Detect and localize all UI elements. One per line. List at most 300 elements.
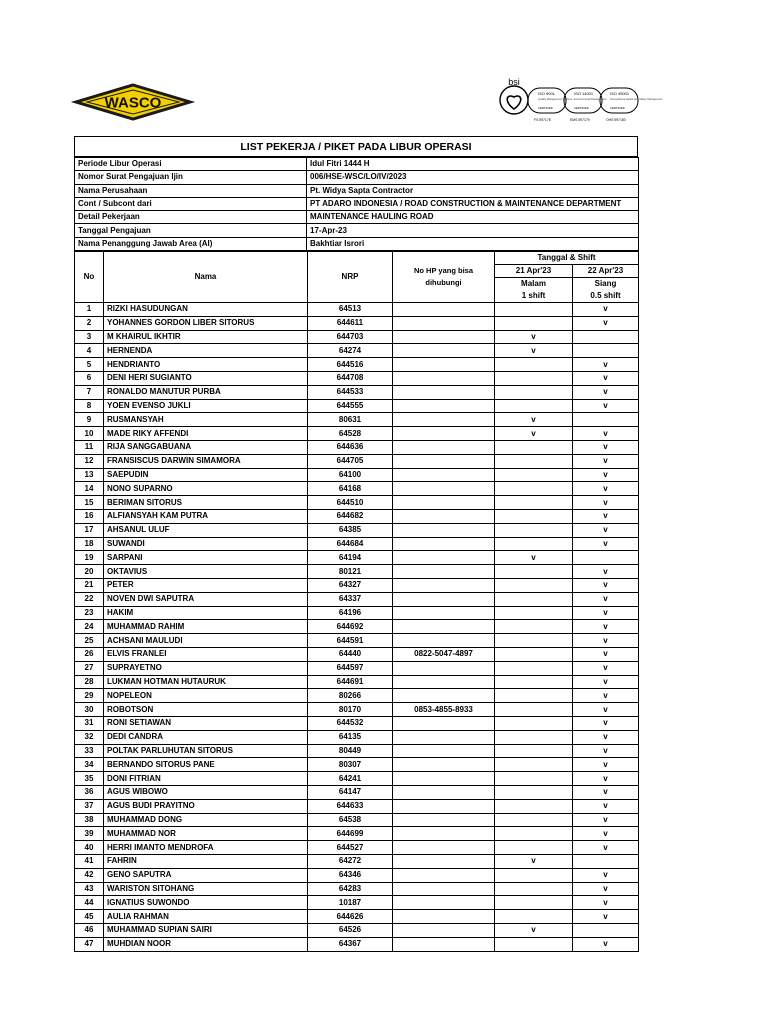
cell-shift-21apr	[495, 799, 573, 813]
cell-shift-21apr	[495, 579, 573, 593]
table-row	[75, 344, 639, 358]
info-label: Nama Perusahaan	[75, 184, 307, 197]
cell-phone	[393, 330, 495, 344]
cell-no: 4	[75, 344, 104, 358]
svg-text:EMS 597179: EMS 597179	[570, 118, 590, 122]
cell-shift-22apr: v	[573, 620, 639, 634]
cell-shift-22apr: v	[573, 744, 639, 758]
cell-shift-22apr: v	[573, 799, 639, 813]
cell-shift-22apr	[573, 551, 639, 565]
cell-shift-21apr	[495, 303, 573, 317]
cell-nama: DEDI CANDRA	[104, 730, 308, 744]
cell-shift-21apr	[495, 703, 573, 717]
cell-nama: MADE RIKY AFFENDI	[104, 427, 308, 441]
table-row	[75, 303, 639, 317]
cell-shift-21apr	[495, 772, 573, 786]
cell-shift-22apr: v	[573, 385, 639, 399]
cell-nrp: 644532	[308, 716, 393, 730]
cell-phone	[393, 813, 495, 827]
cell-nama: AGUS WIBOWO	[104, 785, 308, 799]
cell-phone	[393, 537, 495, 551]
cell-nrp: 644691	[308, 675, 393, 689]
table-row	[75, 523, 639, 537]
col-header-date2: 22 Apr'23	[573, 265, 639, 278]
cell-no: 9	[75, 413, 104, 427]
cell-shift-22apr	[573, 413, 639, 427]
table-row	[75, 482, 639, 496]
cell-nrp: 64513	[308, 303, 393, 317]
cell-no: 17	[75, 523, 104, 537]
cell-nama: MUHDIAN NOOR	[104, 937, 308, 951]
cell-shift-22apr: v	[573, 813, 639, 827]
cell-no: 13	[75, 468, 104, 482]
cell-nama: BERIMAN SITORUS	[104, 496, 308, 510]
worker-table	[74, 251, 639, 951]
cell-shift-22apr: v	[573, 537, 639, 551]
cell-shift-22apr: v	[573, 772, 639, 786]
cell-no: 21	[75, 579, 104, 593]
cell-nrp: 80307	[308, 758, 393, 772]
cell-nrp: 64528	[308, 427, 393, 441]
cell-phone	[393, 744, 495, 758]
cell-nrp: 80170	[308, 703, 393, 717]
cell-phone	[393, 441, 495, 455]
col-header-no: No	[75, 252, 104, 303]
cell-no: 10	[75, 427, 104, 441]
cell-shift-21apr	[495, 606, 573, 620]
cell-shift-22apr: v	[573, 661, 639, 675]
cell-nama: OKTAVIUS	[104, 565, 308, 579]
cell-nrp: 644705	[308, 454, 393, 468]
table-row	[75, 496, 639, 510]
svg-text:OHS 597180: OHS 597180	[606, 118, 626, 122]
cell-nama: WARISTON SITOHANG	[104, 882, 308, 896]
cell-shift-22apr: v	[573, 716, 639, 730]
cell-shift-22apr: v	[573, 510, 639, 524]
cell-phone	[393, 937, 495, 951]
cell-nrp: 64283	[308, 882, 393, 896]
cell-shift-22apr: v	[573, 703, 639, 717]
cell-nama: HAKIM	[104, 606, 308, 620]
cell-phone	[393, 634, 495, 648]
cell-nama: ACHSANI MAULUDI	[104, 634, 308, 648]
cell-nama: ALFIANSYAH KAM PUTRA	[104, 510, 308, 524]
cell-no: 41	[75, 854, 104, 868]
table-row	[75, 744, 639, 758]
table-row	[75, 785, 639, 799]
cell-phone	[393, 579, 495, 593]
cell-phone	[393, 868, 495, 882]
cell-shift-21apr	[495, 882, 573, 896]
cell-nrp: 64272	[308, 854, 393, 868]
cell-nrp: 644633	[308, 799, 393, 813]
table-row	[75, 441, 639, 455]
table-row	[75, 427, 639, 441]
cell-no: 18	[75, 537, 104, 551]
cell-nrp: 64327	[308, 579, 393, 593]
cell-shift-21apr	[495, 758, 573, 772]
cell-shift-21apr	[495, 730, 573, 744]
table-row	[75, 330, 639, 344]
cell-no: 46	[75, 923, 104, 937]
cell-nama: M KHAIRUL IKHTIR	[104, 330, 308, 344]
table-row	[75, 730, 639, 744]
cell-shift-22apr	[573, 854, 639, 868]
svg-text:CERTIFIED: CERTIFIED	[610, 106, 625, 110]
cell-nama: LUKMAN HOTMAN HUTAURUK	[104, 675, 308, 689]
cell-nama: HENDRIANTO	[104, 358, 308, 372]
cell-no: 32	[75, 730, 104, 744]
cell-nrp: 64346	[308, 868, 393, 882]
cell-nrp: 64526	[308, 923, 393, 937]
cell-nrp: 644636	[308, 441, 393, 455]
cell-phone	[393, 854, 495, 868]
cell-nrp: 64194	[308, 551, 393, 565]
cell-nrp: 80266	[308, 689, 393, 703]
cell-shift-21apr	[495, 827, 573, 841]
svg-text:CERTIFIED: CERTIFIED	[538, 106, 553, 110]
cell-nrp: 64367	[308, 937, 393, 951]
cell-shift-21apr	[495, 648, 573, 662]
cell-shift-22apr: v	[573, 316, 639, 330]
cell-nama: MUHAMMAD SUPIAN SAIRI	[104, 923, 308, 937]
cell-no: 29	[75, 689, 104, 703]
cell-nama: RONALDO MANUTUR PURBA	[104, 385, 308, 399]
cell-phone	[393, 468, 495, 482]
wasco-logo	[75, 84, 191, 125]
cell-shift-22apr: v	[573, 689, 639, 703]
cell-nama: MUHAMMAD NOR	[104, 827, 308, 841]
cell-no: 33	[75, 744, 104, 758]
cell-no: 8	[75, 399, 104, 413]
cell-shift-22apr: v	[573, 565, 639, 579]
cell-nrp: 80121	[308, 565, 393, 579]
info-label: Periode Libur Operasi	[75, 158, 307, 171]
info-label: Detail Pekerjaan	[75, 211, 307, 224]
cell-nrp: 644699	[308, 827, 393, 841]
cell-no: 7	[75, 385, 104, 399]
cell-nrp: 64274	[308, 344, 393, 358]
cell-phone	[393, 496, 495, 510]
cell-nrp: 644682	[308, 510, 393, 524]
cell-shift-21apr	[495, 482, 573, 496]
cell-nrp: 644597	[308, 661, 393, 675]
table-row	[75, 385, 639, 399]
info-label: Nama Penanggung Jawab Area (AI)	[75, 237, 307, 250]
cell-no: 26	[75, 648, 104, 662]
cell-no: 45	[75, 910, 104, 924]
info-label: Nomor Surat Pengajuan Ijin	[75, 171, 307, 184]
cell-shift-22apr: v	[573, 841, 639, 855]
cell-phone	[393, 896, 495, 910]
table-row	[75, 399, 639, 413]
info-row	[75, 224, 639, 237]
table-row	[75, 579, 639, 593]
cell-shift-21apr	[495, 937, 573, 951]
table-row	[75, 661, 639, 675]
cell-shift-21apr	[495, 592, 573, 606]
cell-nama: NONO SUPARNO	[104, 482, 308, 496]
table-row	[75, 372, 639, 386]
cell-no: 47	[75, 937, 104, 951]
cell-shift-22apr: v	[573, 827, 639, 841]
cell-shift-21apr	[495, 634, 573, 648]
cell-shift-22apr	[573, 923, 639, 937]
col-header-hp	[393, 252, 495, 303]
cell-no: 38	[75, 813, 104, 827]
cell-phone	[393, 923, 495, 937]
cell-shift-21apr	[495, 620, 573, 634]
cell-phone	[393, 716, 495, 730]
cell-shift-22apr: v	[573, 441, 639, 455]
svg-text:Quality Management Systems: Quality Management Systems	[538, 98, 573, 101]
cell-nama: DONI FITRIAN	[104, 772, 308, 786]
col-header-hp-line2: dihubungi	[425, 278, 462, 288]
table-row	[75, 592, 639, 606]
cell-nama: MUHAMMAD RAHIM	[104, 620, 308, 634]
cell-shift-21apr: v	[495, 344, 573, 358]
cell-no: 44	[75, 896, 104, 910]
cell-shift-22apr: v	[573, 634, 639, 648]
col-header-nrp: NRP	[308, 252, 393, 303]
info-value: 006/HSE-WSC/LO/IV/2023	[307, 171, 639, 184]
cell-nrp: 10187	[308, 896, 393, 910]
cell-phone	[393, 482, 495, 496]
cell-no: 11	[75, 441, 104, 455]
cell-nrp: 80449	[308, 744, 393, 758]
info-table	[74, 157, 639, 251]
cell-nama: FAHRIN	[104, 854, 308, 868]
document-sheet	[74, 136, 638, 952]
cell-phone	[393, 523, 495, 537]
cell-nrp: 644692	[308, 620, 393, 634]
cell-shift-22apr: v	[573, 496, 639, 510]
cell-nama: POLTAK PARLUHUTAN SITORUS	[104, 744, 308, 758]
cell-nama: GENO SAPUTRA	[104, 868, 308, 882]
table-row	[75, 910, 639, 924]
info-value: PT ADARO INDONESIA / ROAD CONSTRUCTION & MAINTENANCE DEPARTMENT	[307, 197, 639, 210]
shift1-count: 1 shift	[521, 291, 546, 301]
cell-phone	[393, 689, 495, 703]
cell-phone: 0822-5047-4897	[393, 648, 495, 662]
cell-nama: MUHAMMAD DONG	[104, 813, 308, 827]
cell-shift-22apr: v	[573, 303, 639, 317]
cell-nrp: 64241	[308, 772, 393, 786]
cell-shift-21apr	[495, 868, 573, 882]
cell-shift-21apr	[495, 454, 573, 468]
table-row	[75, 716, 639, 730]
table-row	[75, 565, 639, 579]
col-header-hp-line1: No HP yang bisa	[413, 266, 474, 276]
cell-shift-22apr: v	[573, 785, 639, 799]
cell-nama: AULIA RAHMAN	[104, 910, 308, 924]
cell-no: 42	[75, 868, 104, 882]
cell-shift-21apr	[495, 510, 573, 524]
cell-nama: NOPELEON	[104, 689, 308, 703]
cell-phone	[393, 399, 495, 413]
table-row	[75, 799, 639, 813]
cell-no: 3	[75, 330, 104, 344]
table-row	[75, 413, 639, 427]
cell-phone	[393, 413, 495, 427]
cell-shift-22apr: v	[573, 399, 639, 413]
cell-nama: NOVEN DWI SAPUTRA	[104, 592, 308, 606]
cell-nrp: 644703	[308, 330, 393, 344]
cell-shift-21apr: v	[495, 551, 573, 565]
cell-shift-21apr	[495, 372, 573, 386]
cell-no: 20	[75, 565, 104, 579]
cell-shift-22apr: v	[573, 758, 639, 772]
cell-shift-21apr	[495, 661, 573, 675]
cell-no: 28	[75, 675, 104, 689]
table-row	[75, 537, 639, 551]
info-row	[75, 237, 639, 250]
cell-nama: SUPRAYETNO	[104, 661, 308, 675]
cell-shift-21apr	[495, 441, 573, 455]
cell-nrp: 64196	[308, 606, 393, 620]
cell-no: 16	[75, 510, 104, 524]
cell-phone	[393, 454, 495, 468]
cell-nrp: 644708	[308, 372, 393, 386]
info-value: MAINTENANCE HAULING ROAD	[307, 211, 639, 224]
cell-shift-22apr: v	[573, 937, 639, 951]
cell-nrp: 644533	[308, 385, 393, 399]
cell-no: 27	[75, 661, 104, 675]
cell-phone	[393, 910, 495, 924]
cell-phone	[393, 510, 495, 524]
cell-nama: AGUS BUDI PRAYITNO	[104, 799, 308, 813]
cell-nama: DENI HERI SUGIANTO	[104, 372, 308, 386]
cell-shift-21apr	[495, 675, 573, 689]
cell-no: 31	[75, 716, 104, 730]
svg-text:CERTIFIED: CERTIFIED	[574, 106, 589, 110]
cell-shift-22apr: v	[573, 454, 639, 468]
col-header-nama: Nama	[104, 252, 308, 303]
cell-shift-22apr: v	[573, 648, 639, 662]
cell-shift-21apr	[495, 399, 573, 413]
table-row	[75, 454, 639, 468]
cell-no: 2	[75, 316, 104, 330]
cell-shift-21apr	[495, 537, 573, 551]
cell-phone	[393, 675, 495, 689]
shift1-label: Malam	[521, 279, 546, 289]
cell-nama: SARPANI	[104, 551, 308, 565]
cell-no: 37	[75, 799, 104, 813]
cell-nama: RONI SETIAWAN	[104, 716, 308, 730]
cell-phone	[393, 303, 495, 317]
cell-shift-22apr: v	[573, 882, 639, 896]
svg-text:FS 597178: FS 597178	[534, 118, 551, 122]
cell-shift-21apr	[495, 910, 573, 924]
table-row	[75, 551, 639, 565]
cell-nama: IGNATIUS SUWONDO	[104, 896, 308, 910]
cell-nama: BERNANDO SITORUS PANE	[104, 758, 308, 772]
table-row	[75, 689, 639, 703]
cell-shift-22apr: v	[573, 868, 639, 882]
cell-shift-22apr: v	[573, 579, 639, 593]
col-header-date1: 21 Apr'23	[495, 265, 573, 278]
info-row	[75, 158, 639, 171]
info-row	[75, 171, 639, 184]
cell-no: 24	[75, 620, 104, 634]
svg-text:WASCO: WASCO	[104, 94, 162, 112]
cell-shift-21apr	[495, 523, 573, 537]
cell-shift-21apr	[495, 358, 573, 372]
cell-phone	[393, 565, 495, 579]
cell-nrp: 644591	[308, 634, 393, 648]
cell-nama: SUWANDI	[104, 537, 308, 551]
cell-nrp: 80631	[308, 413, 393, 427]
cell-shift-21apr: v	[495, 923, 573, 937]
cell-shift-21apr	[495, 744, 573, 758]
cell-shift-21apr: v	[495, 413, 573, 427]
cell-no: 1	[75, 303, 104, 317]
cell-nrp: 644555	[308, 399, 393, 413]
info-label: Cont / Subcont dari	[75, 197, 307, 210]
cell-nrp: 64147	[308, 785, 393, 799]
cell-nrp: 64100	[308, 468, 393, 482]
cell-no: 6	[75, 372, 104, 386]
table-row	[75, 675, 639, 689]
cell-shift-22apr: v	[573, 523, 639, 537]
cell-no: 5	[75, 358, 104, 372]
cell-shift-22apr: v	[573, 482, 639, 496]
cell-shift-21apr	[495, 565, 573, 579]
col-header-shift2	[573, 278, 639, 303]
table-row	[75, 896, 639, 910]
cell-nrp: 644684	[308, 537, 393, 551]
info-row	[75, 197, 639, 210]
table-row	[75, 358, 639, 372]
table-row	[75, 634, 639, 648]
cell-nrp: 64440	[308, 648, 393, 662]
cell-phone	[393, 385, 495, 399]
cell-phone	[393, 344, 495, 358]
cell-shift-22apr: v	[573, 468, 639, 482]
cell-phone	[393, 620, 495, 634]
col-header-shift1	[495, 278, 573, 303]
cell-nama: YOHANNES GORDON LIBER SITORUS	[104, 316, 308, 330]
cell-shift-22apr: v	[573, 358, 639, 372]
cell-shift-21apr: v	[495, 427, 573, 441]
cell-no: 23	[75, 606, 104, 620]
cell-no: 35	[75, 772, 104, 786]
svg-text:ISO 14001: ISO 14001	[574, 91, 594, 96]
cell-nama: ROBOTSON	[104, 703, 308, 717]
cell-shift-21apr	[495, 785, 573, 799]
table-row	[75, 841, 639, 855]
cell-nama: PETER	[104, 579, 308, 593]
cell-nrp: 644611	[308, 316, 393, 330]
table-row	[75, 606, 639, 620]
info-row	[75, 184, 639, 197]
cell-shift-22apr: v	[573, 372, 639, 386]
cell-phone	[393, 551, 495, 565]
cell-phone	[393, 730, 495, 744]
cell-nrp: 644516	[308, 358, 393, 372]
cell-shift-21apr	[495, 841, 573, 855]
svg-text:Occupational Health and Safety: Occupational Health and Safety Management	[610, 98, 663, 101]
cell-no: 12	[75, 454, 104, 468]
table-row	[75, 648, 639, 662]
cell-phone	[393, 772, 495, 786]
bsi-certification-logo	[498, 76, 663, 129]
cell-nrp: 644527	[308, 841, 393, 855]
table-row	[75, 316, 639, 330]
cell-shift-21apr	[495, 896, 573, 910]
table-row	[75, 882, 639, 896]
cell-shift-22apr	[573, 344, 639, 358]
